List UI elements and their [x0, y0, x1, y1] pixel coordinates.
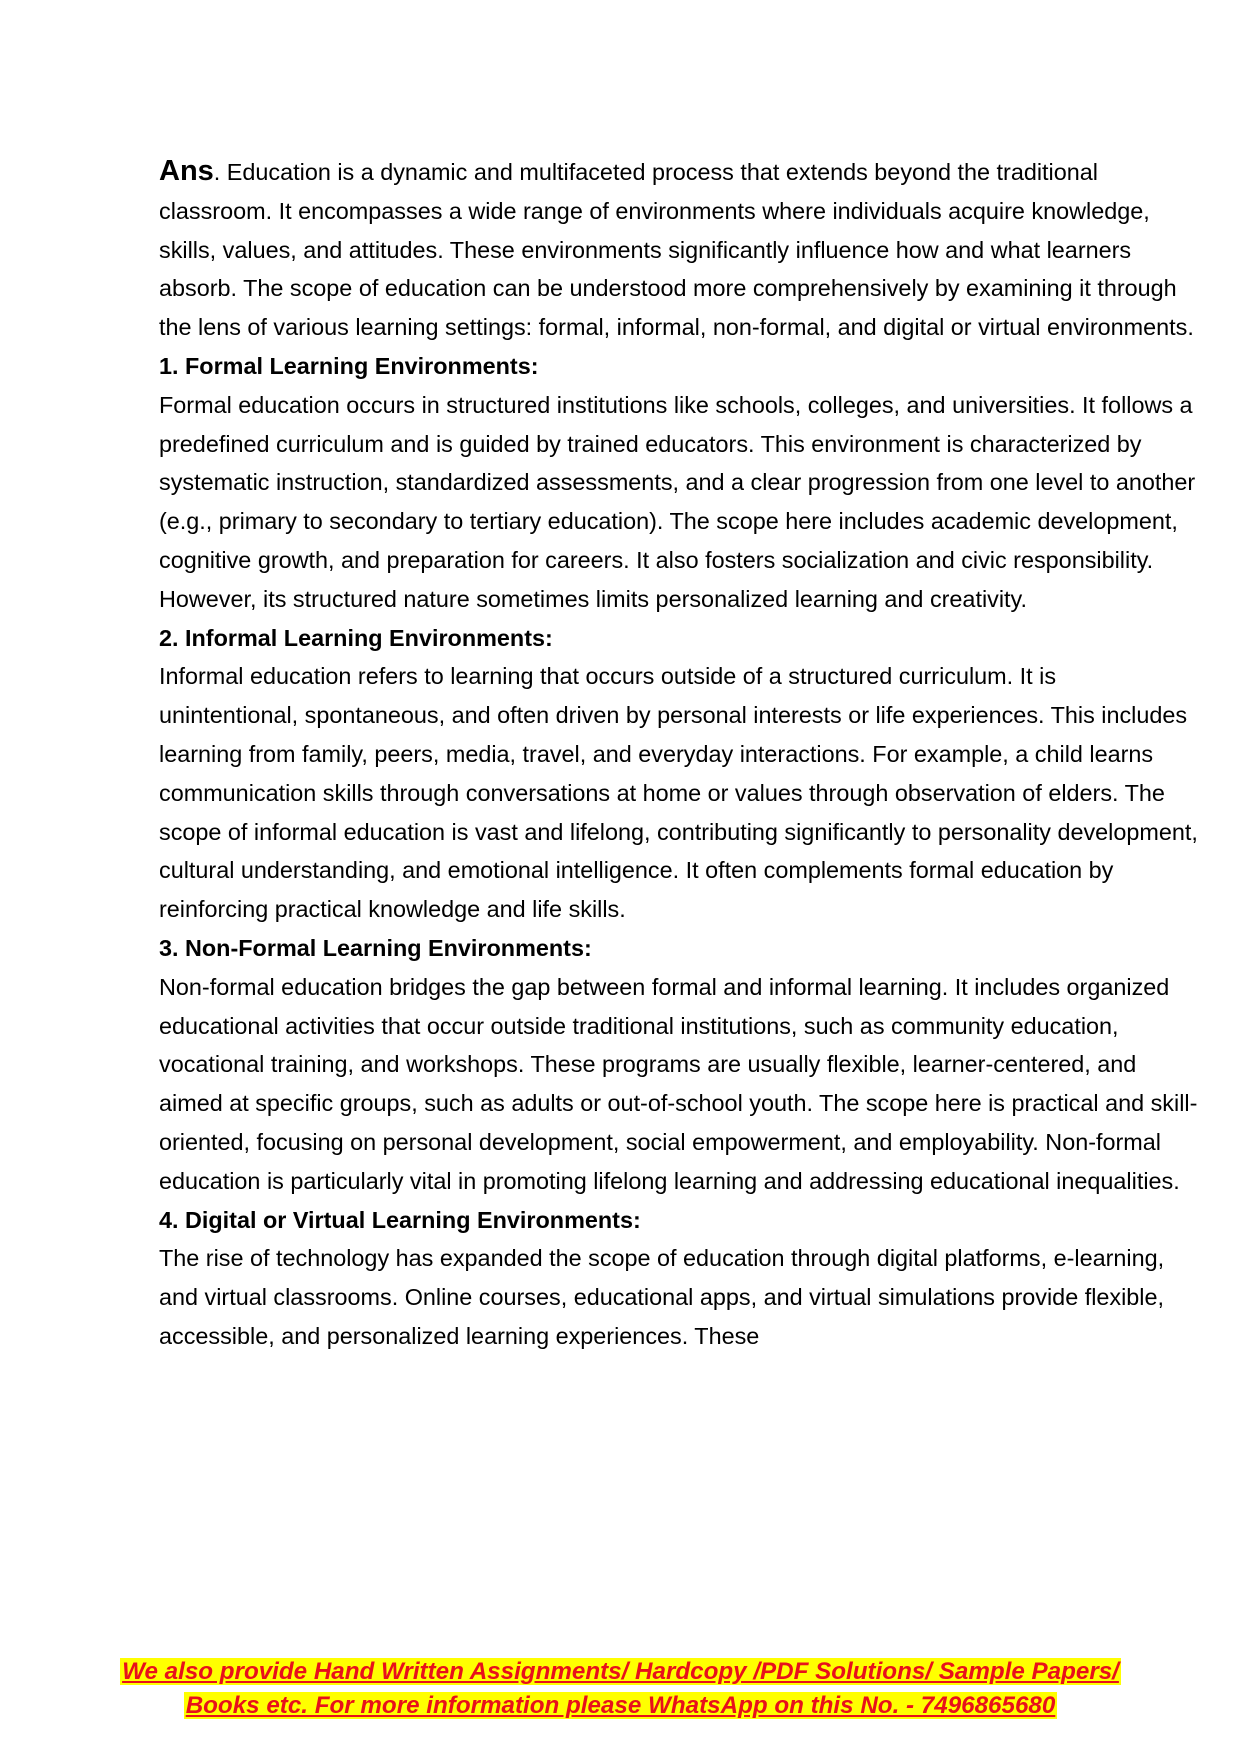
intro-paragraph [159, 152, 1199, 347]
intro-text: . Education is a dynamic and multifaceted process that extends beyond the traditional classroom. It encompasses a wide range of environments where individuals acquire knowledge, skills, values, and attitudes. These environments significantly influence how and what learners absorb. The scope of education can be understood more comprehensively by examining it through the lens of various learning settings: formal, informal, non-formal, and digital or virtual environments. [159, 159, 1194, 341]
answer-label: Ans [159, 155, 214, 187]
section-heading-informal: 2. Informal Learning Environments: [159, 624, 553, 651]
section-heading-non-formal: 3. Non-Formal Learning Environments: [159, 934, 592, 961]
promo-line-2: Books etc. For more information please WhatsApp on this No. - 7496865680 [185, 1692, 1056, 1719]
section-body-informal: Informal education refers to learning that occurs outside of a structured curriculum. It is unintentional, spontaneous, and often driven by personal interests or life experiences. This includes learning from family, peers, media, travel, and everyday interactions. For example, a child learns communication skills through conversations at home or values through observation of elders. The scope of informal education is vast and lifelong, contributing significantly to personality development, cultural understanding, and emotional intelligence. It often complements formal education by reinforcing practical knowledge and life skills. [159, 663, 1198, 923]
promo-line-1: We also provide Hand Written Assignments/ Hardcopy /PDF Solutions/ Sample Papers/ [122, 1658, 1119, 1685]
promo-footer [60, 1655, 1181, 1723]
document-body [159, 152, 1199, 1356]
section-heading-digital: 4. Digital or Virtual Learning Environments: [159, 1206, 641, 1233]
section-body-non-formal: Non-formal education bridges the gap between formal and informal learning. It includes organized educational activities that occur outside traditional institutions, such as community education, vocational training, and workshops. These programs are usually flexible, learner-centered, and aimed at specific groups, such as adults or out-of-school youth. The scope here is practical and skill-oriented, focusing on personal development, social empowerment, and employability. Non-formal education is particularly vital in promoting lifelong learning and addressing educational inequalities. [159, 973, 1198, 1194]
section-body-digital: The rise of technology has expanded the scope of education through digital platforms, e-learning, and virtual classrooms. Online courses, educational apps, and virtual simulations provide flexible, accessible, and personalized learning experiences. These [159, 1245, 1165, 1349]
section-heading-formal: 1. Formal Learning Environments: [159, 352, 539, 379]
section-body-formal: Formal education occurs in structured institutions like schools, colleges, and universities. It follows a predefined curriculum and is guided by trained educators. This environment is characterized by systematic instruction, standardized assessments, and a clear progression from one level to another (e.g., primary to secondary to tertiary education). The scope here includes academic development, cognitive growth, and preparation for careers. It also fosters socialization and civic responsibility. However, its structured nature sometimes limits personalized learning and creativity. [159, 391, 1196, 612]
